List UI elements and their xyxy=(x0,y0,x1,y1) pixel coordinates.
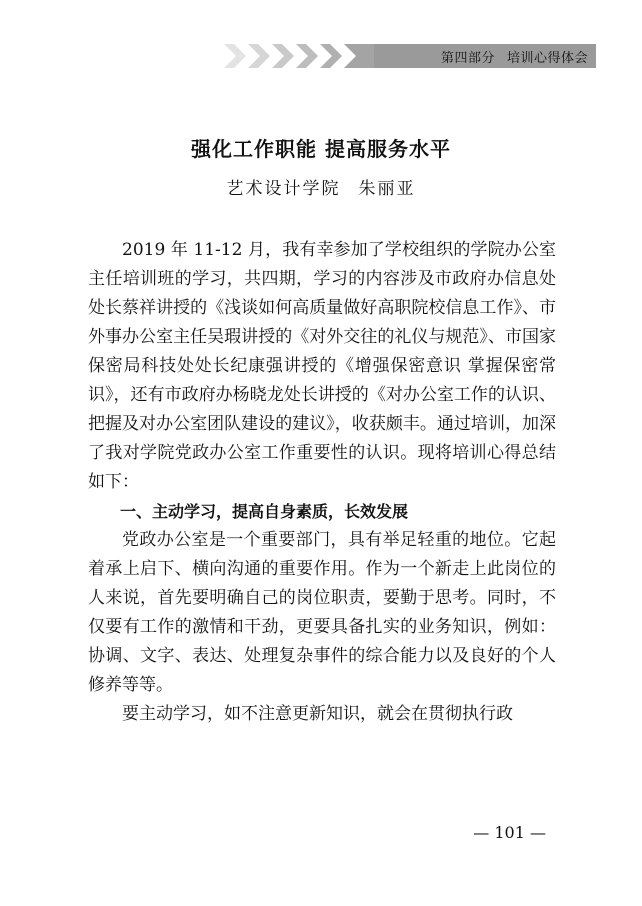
author-name: 朱丽亚 xyxy=(358,179,416,199)
article-body xyxy=(88,236,556,729)
part-label: 第四部分 xyxy=(440,51,495,66)
page-number: — 101 — xyxy=(473,823,546,842)
author-unit: 艺术设计学院 xyxy=(226,179,341,199)
chevron-decoration-icon xyxy=(224,44,374,68)
article-title: 强化工作职能 提高服务水平 xyxy=(191,137,451,161)
paragraph-continued: 要主动学习，如不注意更新知识，就会在贯彻执行政 xyxy=(122,704,513,724)
header-label xyxy=(441,47,588,66)
section-label: 培训心得体会 xyxy=(506,51,588,66)
running-header xyxy=(224,44,596,68)
paragraph-intro: 2019 年 11-12 月，我有幸参加了学校组织的学院办公室主任培训班的学习，共四期，学习的内容涉及市政府办信息处处长蔡祥讲授的《浅谈如何高质量做好高职院校信息工作》、市外事办公室主任吴瑕讲授的《对外交往的礼仪与规范》、市国家保密局科技处处长纪康强讲授的《增强保密意识 掌握保密常识》，还有市政府办杨晓龙处长讲授的《对办公室工作的认识、把握及对办公室团队建设的建议》，收获颇丰。通过培训，加深了我对学院党政办公室工作重要性的认识。现将培训心得总结如下： xyxy=(88,240,556,492)
paragraph-body: 党政办公室是一个重要部门，具有举足轻重的地位。它起着承上启下、横向沟通的重要作用。作为一个新走上此岗位的人来说，首先要明确自己的岗位职责，要勤于思考。同时，不仅要有工作的激情和干劲，更要具备扎实的业务知识，例如：协调、文字、表达、处理复杂事件的综合能力以及良好的个人修养等等。 xyxy=(88,530,556,695)
author-line xyxy=(0,174,642,199)
section-heading: 一、主动学习，提高自身素质，长效发展 xyxy=(120,502,409,521)
